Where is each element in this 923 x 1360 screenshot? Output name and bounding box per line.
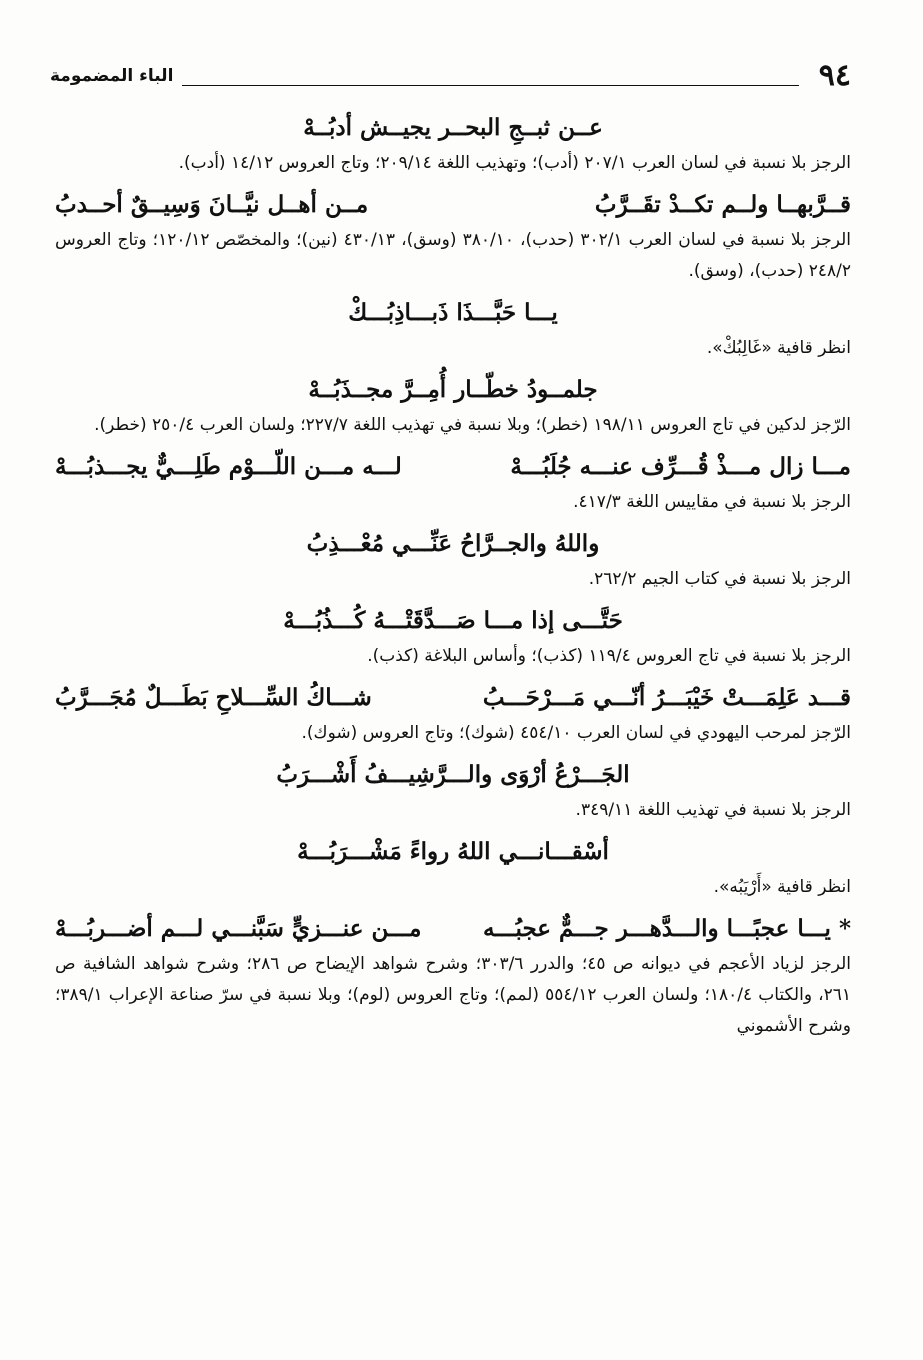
source-note: الرّجز لدكين في تاج العروس ١٩٨/١١ (خطر)؛ وبلا نسبة في تهذيب اللغة ٢٢٧/٧؛ ولسان العرب ٢٥٠/٤ (خطر). (94, 415, 851, 435)
first-hemistich: * يـــا عجبًـــا والـــدَّهـــر جـــمٌّ عجبُـــه (482, 915, 851, 942)
verse-line: جلمــودُ خطّــار أُمِــرَّ مجــذَبُــهْ (308, 376, 598, 403)
first-hemistich: قــرَّبهــا ولــم تكــدْ تقَــرَّبُ (594, 191, 851, 218)
source-note: الرجز بلا نسبة في لسان العرب ٢٠٧/١ (أدب)؛ وتهذيب اللغة ٢٠٩/١٤؛ وتاج العروس ١٤/١٢ (أدب). (178, 153, 851, 173)
verse-entry (55, 447, 851, 518)
source-note: انظر قافية «غَالِبُكْ». (706, 338, 851, 358)
verse-entry (55, 293, 851, 364)
verse-entry (55, 601, 851, 672)
source-note: الرجز بلا نسبة في تهذيب اللغة ٣٤٩/١١. (575, 800, 851, 820)
source-note: الرجز بلا نسبة في مقاييس اللغة ٤١٧/٣. (573, 492, 851, 512)
verse-line: عــن ثبــجِ البحــر يجيــش أدبُــهْ (303, 114, 603, 141)
header-rule (182, 85, 799, 86)
second-hemistich: لـــه مـــن اللّـــوْم طَلِـــيٌّ يجـــذبُـــهْ (55, 453, 402, 480)
source-note: الرجز بلا نسبة في تاج العروس ١١٩/٤ (كذب)؛ وأساس البلاغة (كذب). (367, 646, 851, 666)
source-note: الرجز لزياد الأعجم في ديوانه ص ٤٥؛ والدرر ٣٠٣/٦؛ وشرح شواهد الإيضاح ص ٢٨٦؛ وشرح شواهد الشافية ص ٢٦١، والكتاب ١٨٠/٤؛ ولسان العرب ٥٥٤/١٢ (لمم)؛ وتاج العروس (لوم)؛ وبلا نسبة في سرّ صناعة الإعراب ٣٨٩/١؛ وشرح الأشموني (55, 954, 851, 1036)
verse-line (55, 678, 851, 718)
verse-line (55, 447, 851, 487)
verse-entry (55, 524, 851, 595)
verse-line: أسْقـــانـــي اللهُ رواءً مَشْـــرَبُـــهْ (297, 838, 609, 865)
source-note: انظر قافية «أَرْيَبُه». (713, 877, 851, 897)
first-hemistich: قـــد عَلِمَـــتْ خَيْبَـــرُ أنّـــي مَـــرْحَـــبُ (482, 684, 851, 711)
verse-entry (55, 678, 851, 749)
running-header (50, 58, 851, 98)
verse-entry (55, 370, 851, 441)
verse-entry (55, 909, 851, 1042)
verse-line: واللهُ والجــرَّاحُ عَنِّـــي مُعْـــذِبُ (306, 530, 600, 557)
verse-line (55, 909, 851, 949)
verse-line (55, 185, 851, 225)
first-hemistich: مـــا زال مـــذْ قُـــرِّف عنـــه جُلَبُـــهْ (510, 453, 851, 480)
verse-line: يـــا حَبَّـــذَا ذَبـــاذِبُـــكْ (348, 299, 558, 326)
verse-line: الجَـــرْعُ أرْوَى والـــرَّشِيـــفُ أَشْـــرَبُ (276, 761, 630, 788)
page-body (55, 108, 851, 1048)
verse-entry (55, 108, 851, 179)
source-note: الرّجز لمرحب اليهودي في لسان العرب ٤٥٤/١٠ (شوك)؛ وتاج العروس (شوك). (301, 723, 851, 743)
second-hemistich: مــن أهــل نيَّــانَ وَسِيــقٌ أحــدبُ (55, 191, 369, 218)
header-title: الباء المضمومة (50, 66, 174, 86)
verse-entry (55, 185, 851, 287)
page-number: ٩٤ (818, 58, 851, 93)
verse-line: حَتَّـــى إذا مـــا صَـــدَّقَتْـــهُ كُـــذُبُـــهْ (283, 607, 623, 634)
source-note: الرجز بلا نسبة في لسان العرب ٣٠٢/١ (حدب)، ٣٨٠/١٠ (وسق)، ٤٣٠/١٣ (نين)؛ والمخصّص ١٢٠/١٢؛ وتاج العروس ٢٤٨/٢ (حدب)، (وسق). (55, 230, 851, 281)
source-note: الرجز بلا نسبة في كتاب الجيم ٢٦٢/٢. (588, 569, 851, 589)
verse-entry (55, 755, 851, 826)
second-hemistich: شـــاكُ السِّـــلاحِ بَطَـــلٌ مُجَـــرَّبُ (55, 684, 372, 711)
verse-entry (55, 832, 851, 903)
second-hemistich: مـــن عنـــزيٍّ سَبَّنـــي لـــم أضـــربُـــهْ (55, 915, 422, 942)
